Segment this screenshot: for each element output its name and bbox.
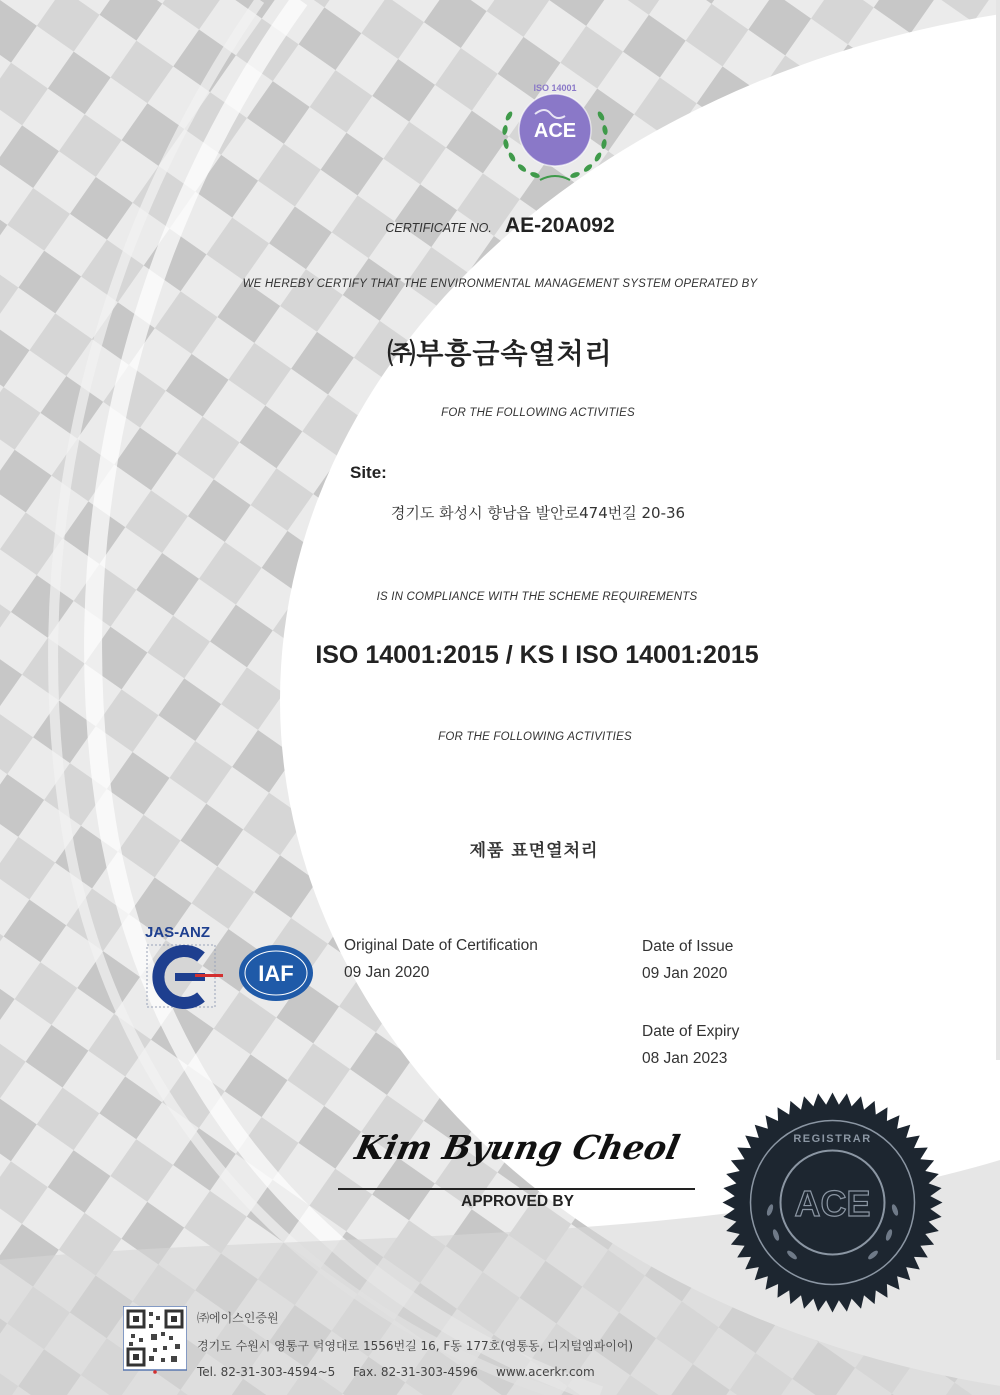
certificate-number-label: CERTIFICATE NO. [385,221,492,235]
footer-tel: Tel. 82-31-303-4594~5 [197,1365,336,1379]
approved-by-label: APPROVED BY [461,1193,574,1210]
expiry-date-label: Date of Expiry [642,1023,740,1040]
original-date-label: Original Date of Certification [344,937,538,954]
original-date-value: 09 Jan 2020 [344,964,430,981]
ace-iso14001-logo [495,76,615,186]
activity-scope: 제품 표면열처리 [469,841,599,861]
seal-text: ACE [794,1183,871,1224]
issue-date-value: 09 Jan 2020 [642,965,728,982]
expiry-date-value: 08 Jan 2023 [642,1050,728,1067]
top-logo-text: ACE [533,120,577,142]
certificate-number-value: AE-20A092 [504,214,615,237]
signature-line [338,1188,695,1190]
jas-anz-logo-icon [145,943,225,1015]
jas-anz-label: JAS-ANZ [145,924,211,941]
qr-code-icon[interactable] [123,1306,187,1374]
seal-ring-text: REGISTRAR [793,1133,872,1145]
footer-org-name: ㈜에이스인증원 [197,1311,279,1325]
iaf-logo [237,943,315,1003]
company-name: ㈜부흥금속열처리 [387,337,613,370]
top-logo-ring-text: ISO 14001 [533,83,577,93]
activities-label-2: FOR THE FOLLOWING ACTIVITIES [438,731,632,743]
issue-date-label: Date of Issue [642,938,734,955]
site-address: 경기도 화성시 향남읍 발안로474번길 20-36 [390,504,686,522]
registrar-seal [720,1090,945,1315]
signature: Kim Byung Cheol [351,1128,684,1167]
certify-statement: WE HEREBY CERTIFY THAT THE ENVIRONMENTAL MANAGEMENT SYSTEM OPERATED BY [242,278,758,290]
footer-web-link[interactable]: www.acerkr.com [496,1365,595,1379]
footer-address: 경기도 수원시 영통구 덕영대로 1556번길 16, F동 177호(영통동, 디지털엠파이어) [197,1339,634,1353]
standard-title: ISO 14001:2015 / KS I ISO 14001:2015 [315,641,759,669]
site-label: Site: [350,463,387,482]
compliance-statement: IS IN COMPLIANCE WITH THE SCHEME REQUIREMENTS [376,591,698,603]
certificate-number-line [0,214,1000,238]
footer-fax: Fax. 82-31-303-4596 [353,1365,478,1379]
iaf-label: IAF [258,961,294,986]
activities-label-1: FOR THE FOLLOWING ACTIVITIES [441,407,635,419]
